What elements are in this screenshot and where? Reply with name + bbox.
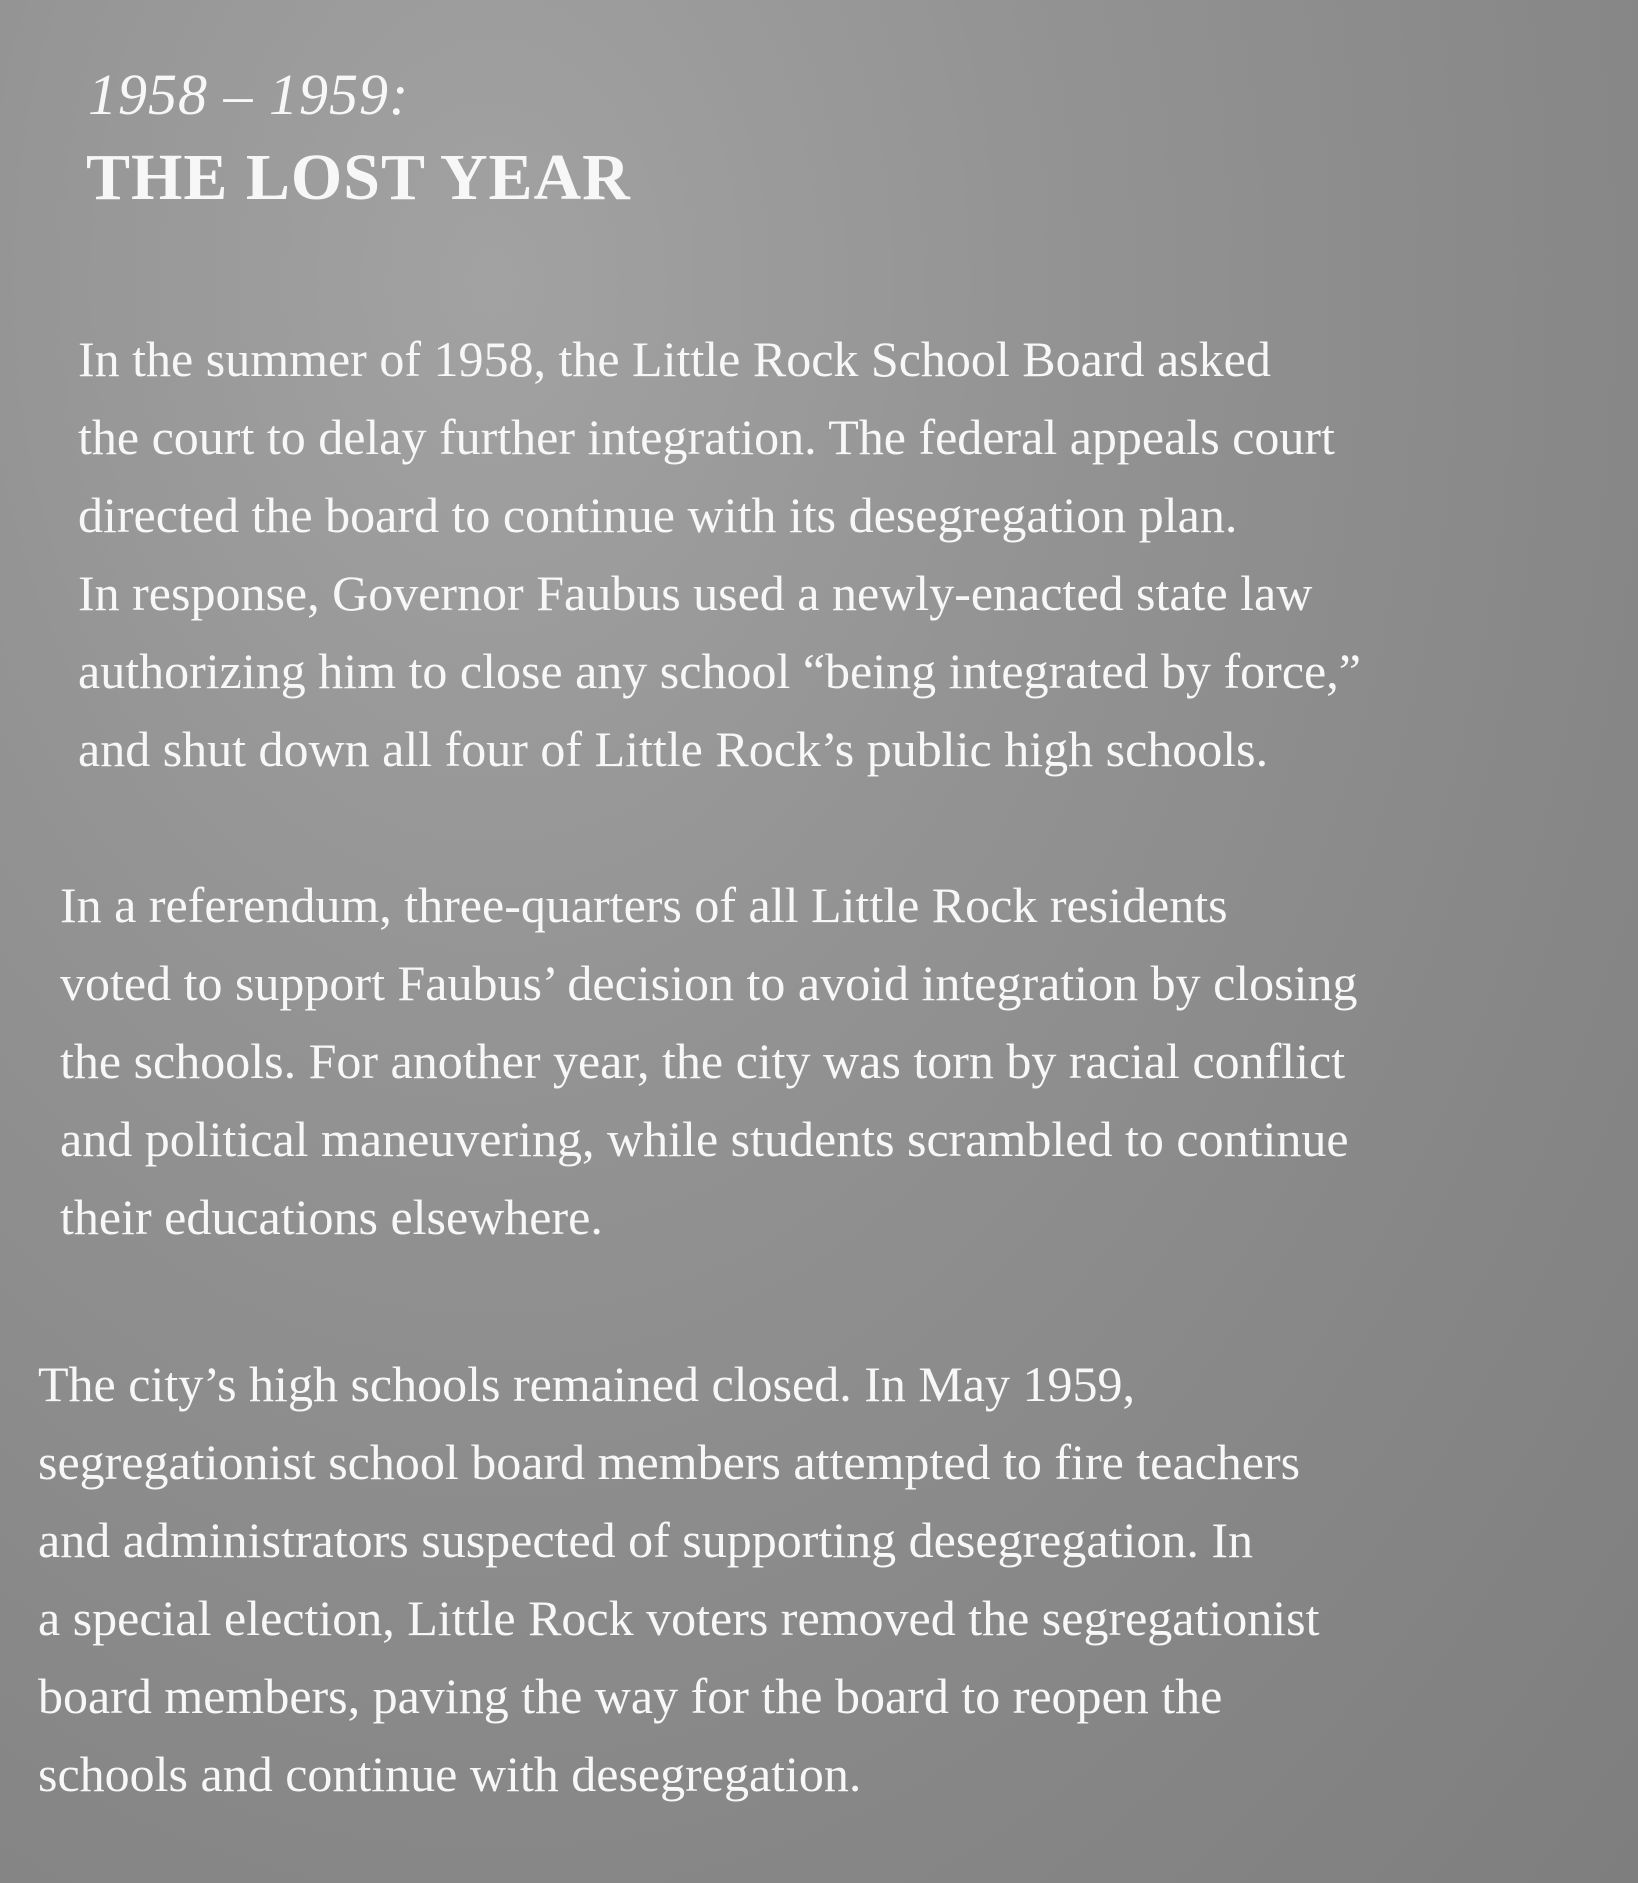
paragraph-line: In the summer of 1958, the Little Rock School Board asked: [78, 331, 1271, 387]
paragraph-line: In a referendum, three-quarters of all Little Rock residents: [60, 877, 1228, 933]
paragraph-2: [60, 866, 1358, 1256]
paragraph-line: schools and continue with desegregation.: [38, 1746, 862, 1802]
paragraph-line: the court to delay further integration. The federal appeals court: [78, 409, 1335, 465]
paragraph-line: authorizing him to close any school “being integrated by force,”: [78, 643, 1361, 699]
paragraph-line: The city’s high schools remained closed. In May 1959,: [38, 1356, 1135, 1412]
paragraph-line: their educations elsewhere.: [60, 1189, 603, 1245]
paragraph-line: and administrators suspected of supporting desegregation. In: [38, 1512, 1253, 1568]
paragraph-3: [38, 1345, 1320, 1813]
paragraph-line: the schools. For another year, the city was torn by racial conflict: [60, 1033, 1346, 1089]
paragraph-line: segregationist school board members attempted to fire teachers: [38, 1434, 1301, 1490]
paragraph-line: and political maneuvering, while students scrambled to continue: [60, 1111, 1349, 1167]
paragraph-line: and shut down all four of Little Rock’s public high schools.: [78, 721, 1269, 777]
paragraph-line: In response, Governor Faubus used a newly-enacted state law: [78, 565, 1313, 621]
paragraph-line: a special election, Little Rock voters removed the segregationist: [38, 1590, 1320, 1646]
paragraph-1: [78, 320, 1361, 788]
paragraph-line: directed the board to continue with its desegregation plan.: [78, 487, 1238, 543]
title-years: 1958 – 1959:: [88, 62, 410, 127]
paragraph-line: board members, paving the way for the board to reopen the: [38, 1668, 1223, 1724]
page-title: THE LOST YEAR: [86, 141, 631, 214]
paragraph-line: voted to support Faubus’ decision to avoid integration by closing: [60, 955, 1358, 1011]
